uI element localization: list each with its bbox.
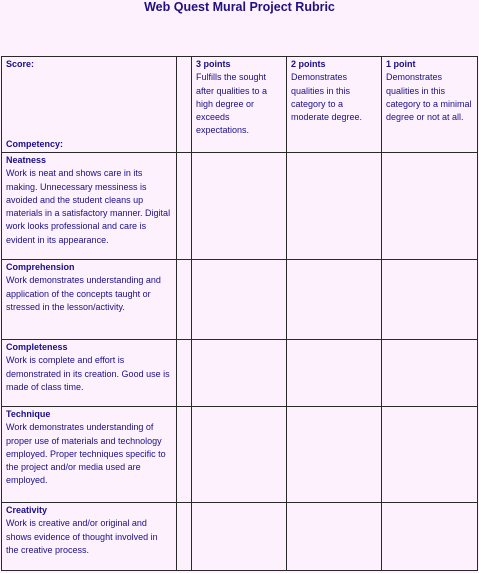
score-cell (287, 260, 382, 340)
spacer-cell (177, 503, 192, 571)
level-1-header (382, 57, 478, 153)
score-cell (382, 153, 478, 260)
competency-description: Work is complete and effort is demonstrated in its creation. Good use is made of class time. (6, 355, 170, 392)
rubric-table (1, 56, 478, 571)
header-row (2, 57, 478, 153)
competency-name: Technique (6, 409, 51, 419)
competency-label: Competency: (6, 138, 64, 149)
score-competency-header (2, 57, 177, 153)
score-label: Score: (6, 59, 35, 69)
competency-cell (2, 407, 177, 503)
table-row (2, 153, 478, 260)
spacer-cell (177, 260, 192, 340)
score-cell (382, 340, 478, 407)
score-cell (287, 153, 382, 260)
score-cell (287, 340, 382, 407)
spacer-cell (177, 407, 192, 503)
spacer-cell (177, 340, 192, 407)
competency-name: Neatness (6, 155, 47, 165)
level-description: Demonstrates qualities in this category to a moderate degree. (291, 72, 363, 123)
score-cell (192, 503, 287, 571)
score-cell (192, 407, 287, 503)
competency-cell (2, 153, 177, 260)
competency-name: Completeness (6, 342, 68, 352)
level-3-header (192, 57, 287, 153)
competency-cell (2, 340, 177, 407)
score-cell (382, 503, 478, 571)
level-points: 1 point (386, 59, 416, 69)
score-cell (382, 260, 478, 340)
competency-cell (2, 260, 177, 340)
competency-name: Creativity (6, 505, 48, 515)
score-cell (192, 260, 287, 340)
competency-description: Work is creative and/or original and shows evidence of thought involved in the creative process. (6, 518, 158, 555)
score-cell (287, 503, 382, 571)
table-row (2, 503, 478, 571)
level-points: 3 points (196, 59, 231, 69)
competency-cell (2, 503, 177, 571)
competency-description: Work demonstrates understanding of proper use of materials and technology employed. Proper techniques specific to the project and/or media used are employed. (6, 422, 166, 486)
table-row (2, 340, 478, 407)
score-cell (287, 407, 382, 503)
table-row (2, 260, 478, 340)
competency-description: Work demonstrates understanding and application of the concepts taught or stressed in the lesson/activity. (6, 275, 161, 312)
spacer-cell (177, 57, 192, 153)
table-row (2, 407, 478, 503)
level-description: Fulfills the sought after qualities to a high degree or exceeds expectations. (196, 72, 268, 136)
competency-name: Comprehension (6, 262, 75, 272)
level-points: 2 points (291, 59, 326, 69)
spacer-cell (177, 153, 192, 260)
score-cell (192, 340, 287, 407)
level-description: Demonstrates qualities in this category to a minimal degree or not at all. (386, 72, 472, 123)
score-cell (192, 153, 287, 260)
competency-description: Work is neat and shows care in its making. Unnecessary messiness is avoided and the student cleans up materials in a satisfactory manner. Digital work looks professional and care is evident in its appearance. (6, 168, 171, 245)
level-2-header (287, 57, 382, 153)
page-title: Web Quest Mural Project Rubric (144, 0, 335, 14)
score-cell (382, 407, 478, 503)
